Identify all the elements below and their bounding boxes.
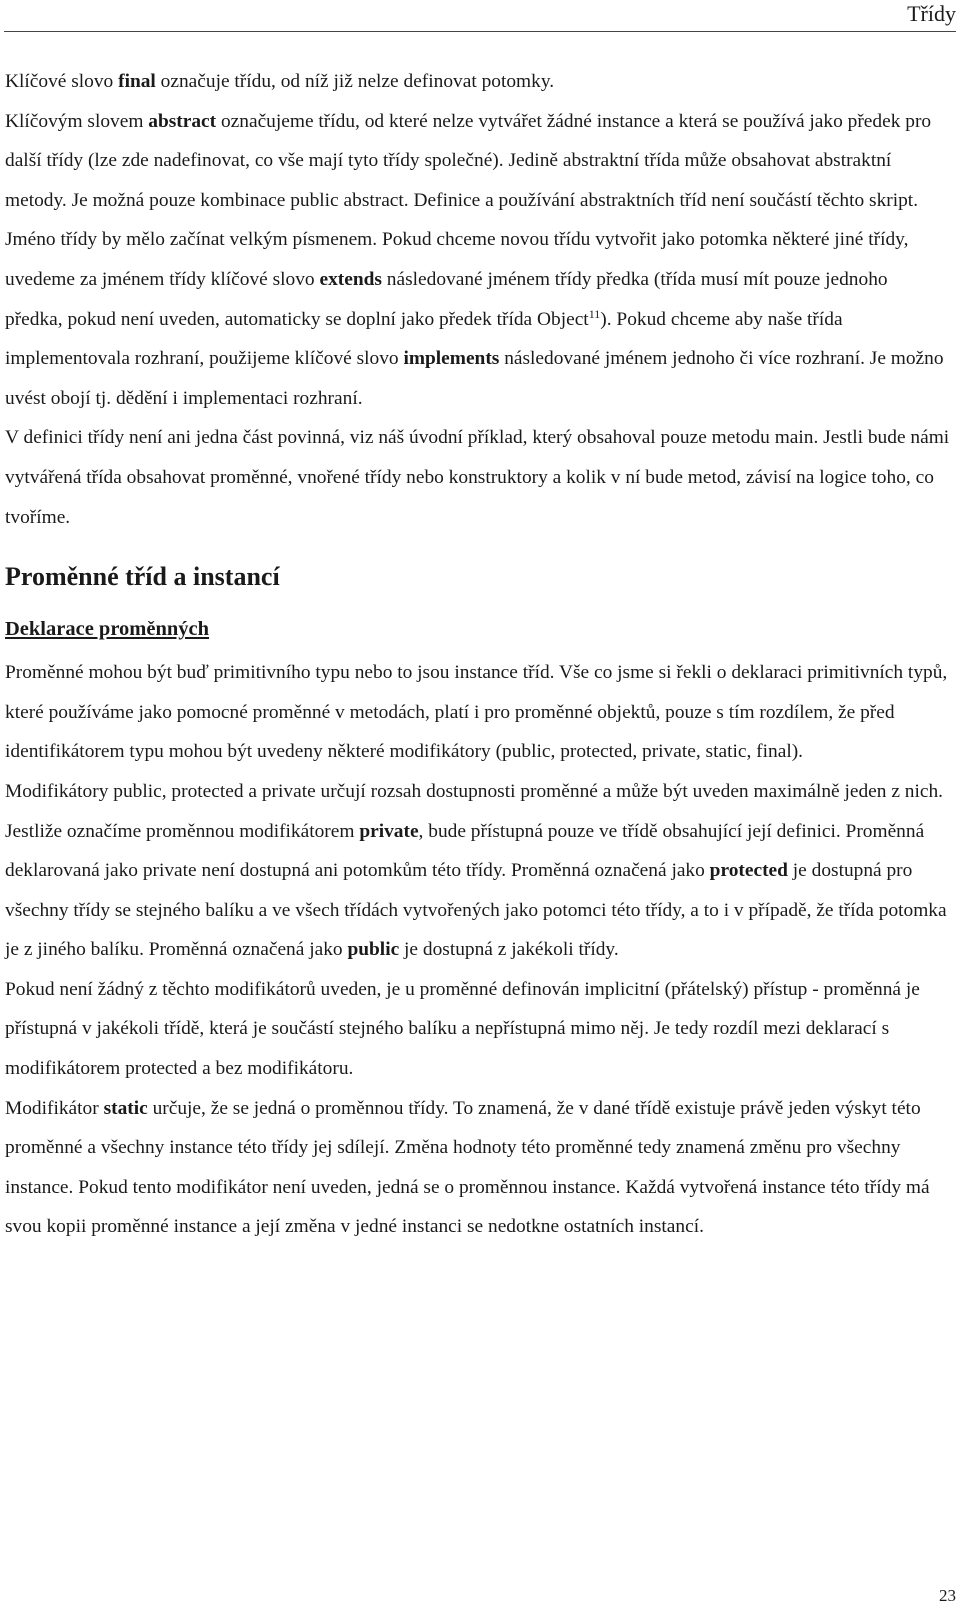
keyword-static: static [103,1097,148,1119]
paragraph-text: Jméno třídy by mělo začínat velkým písmenem. Pokud chceme novou třídu vytvořit jako potomka některé jiné třídy, uvedeme za jménem třídy klíčové slovo [5,229,909,290]
paragraph-text: Modifikátor [5,1097,104,1119]
paragraph-text: Jestliže označíme proměnnou modifikátorem [5,820,360,842]
paragraph-text: následované jménem jednoho či více rozhraní. Je možno uvést obojí tj. dědění i implementaci rozhraní. [5,348,944,409]
keyword-final: final [118,71,156,92]
paragraph-final [5,62,950,102]
paragraph-static [5,1089,950,1247]
document-body [5,62,950,1247]
keyword-protected: protected [709,860,788,882]
keyword-implements: implements [403,348,500,370]
paragraph-text: je dostupná z jakékoli třídy. [399,939,619,961]
footnote-marker: 11 [588,306,601,321]
paragraph-text: , bude přístupná pouze ve třídě obsahující její definici. Proměnná deklarovaná jako private není dostupná ani potomkům této třídy. Proměnná označená jako [5,820,925,882]
paragraph-implicit-access: Pokud není žádný z těchto modifikátorů uveden, je u proměnné definován implicitní (přátelský) přístup - proměnná je přístupná v jakékoli třídě, která je součástí stejného balíku a nepřístupná mimo něj. Je tedy rozdíl mezi deklarací s modifikátorem protected a bez modifikátoru. [5,978,920,1080]
keyword-public: public [347,939,400,961]
paragraph-text: ). Pokud chceme aby naše třída implementovala rozhraní, použijeme klíčové slovo [5,308,843,370]
paragraph-class-definition: V definici třídy není ani jedna část povinná, viz náš úvodní příklad, který obsahoval pouze metodu main. Jestli bude námi vytvářená třída obsahovat proměnné, vnořené třídy nebo konstruktory a kolik v ní bude metod, závisí na logice toho, co tvoříme. [5,427,950,528]
page-number: 23 [939,1586,956,1605]
paragraph-text: je dostupná pro všechny třídy se stejného balíku a ve všech třídách vytvořených jako potomci této třídy, a to i v případě, že třída potomka je z jiného balíku. Proměnná označená jako [5,860,947,961]
keyword-private: private [359,820,419,842]
keyword-abstract: abstract [148,110,217,132]
paragraph-text: Klíčovým slovem [5,110,149,132]
paragraph-variable-types: Proměnné mohou být buď primitivního typu nebo to jsou instance tříd. Vše co jsme si řekli o deklaraci primitivních typů, které používáme jako pomocné proměnné v metodách, platí i pro proměnné objektů, pouze s tím rozdílem, že před identifikátorem typu mohou být uvedeny některé modifikátory (public, protected, private, static, final). [5,662,948,763]
section-heading: Proměnné tříd a instancí [5,562,280,592]
paragraph-text: Klíčové slovo [5,71,119,92]
paragraph-text: následované jménem třídy předka (třída musí mít pouze jednoho předka, pokud není uveden, automaticky se doplní jako předek třída Object [5,268,888,330]
paragraph-text: označujeme třídu, od které nelze vytvářet žádné instance a která se používá jako předek pro další třídy (lze zde nadefinovat, co vše mají tyto třídy společné). Jedině abstraktní třída může obsahovat abstraktní metody. Je možná pouze kombinace public abstract. Definice a používání abstraktních tříd není součástí těchto skript. [5,110,932,211]
paragraph-abstract [5,102,950,221]
running-header-title: Třídy [907,1,956,26]
paragraph-text: určuje, že se jedná o proměnnou třídy. To znamená, že v dané třídě existuje právě jeden výskyt této proměnné a všechny instance této třídy jej sdílejí. Změna hodnoty této proměnné tedy znamená změnu pro všechny instance. Pokud tento modifikátor není uveden, jedná se o proměnnou instance. Každá vytvořená instance této třídy má svou kopii proměnné instance a její změna v jedné instanci se nedotkne ostatních instancí. [5,1097,930,1238]
subsection-heading: Deklarace proměnných [5,618,210,641]
paragraph-access-modifiers: Modifikátory public, protected a private určují rozsah dostupnosti proměnné a může být uveden maximálně jeden z nich. [5,780,944,802]
paragraph-private-protected-public [5,812,950,970]
paragraph-text: označuje třídu, od níž již nelze definovat potomky. [155,71,555,92]
keyword-extends: extends [319,268,382,290]
header-divider [4,31,956,32]
paragraph-extends-implements [5,220,950,418]
